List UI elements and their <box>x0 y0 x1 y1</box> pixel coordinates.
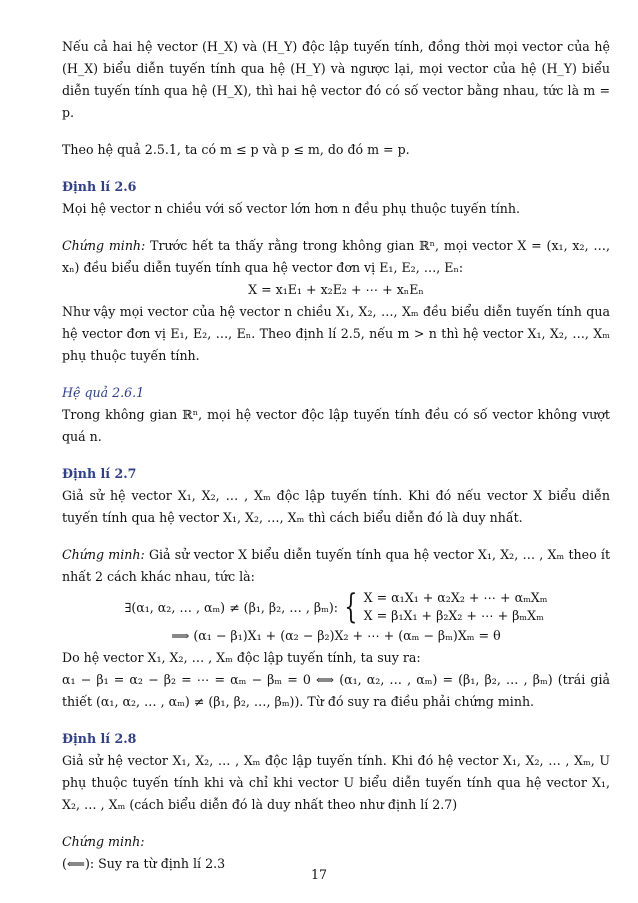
proof-2-7-text: Giả sử vector X biểu diễn tuyến tính qua hệ vector X₁, X₂, … , Xₘ theo ít nhất 2 cách khác nhau, tức là: <box>62 547 611 584</box>
corollary-2-6-1-statement: Trong không gian ℝⁿ, mọi hệ vector độc lập tuyến tính đều có số vector không vượt quá n. <box>62 407 610 444</box>
system-equation-alpha: X = α₁X₁ + α₂X₂ + ⋯ + αₘXₘ <box>363 590 548 605</box>
proof-2-8-line: (⟸): Suy ra từ định lí 2.3 <box>62 856 226 871</box>
theorem-2-6-title: Định lí 2.6 <box>62 179 137 194</box>
theorem-2-6-statement: Mọi hệ vector n chiều với số vector lớn hơn n đều phụ thuộc tuyến tính. <box>62 201 520 216</box>
equation-system <box>62 589 610 625</box>
proof-2-7-continuation: Do hệ vector X₁, X₂, … , Xₘ độc lập tuyến tính, ta suy ra: <box>62 650 421 665</box>
paragraph-intro: Nếu cả hai hệ vector (H_X) và (H_Y) độc lập tuyến tính, đồng thời mọi vector của hệ (H_X) biểu diễn tuyến tính qua hệ (H_Y) và ngược lại, mọi vector của hệ (H_Y) biểu diễn tuyến tính qua hệ (H_X), thì hai hệ vector đó có số vector bằng nhau, tức là m = p. <box>62 39 610 120</box>
exists-condition: ∃(α₁, α₂, … , αₘ) ≠ (β₁, β₂, … , βₘ): <box>124 599 339 615</box>
paragraph-corollary-reference: Theo hệ quả 2.5.1, ta có m ≤ p và p ≤ m, do đó m = p. <box>62 142 410 157</box>
theorem-2-7-statement: Giả sử hệ vector X₁, X₂, … , Xₘ độc lập tuyến tính. Khi đó nếu vector X biểu diễn tuyến tính qua hệ vector X₁, X₂, …, Xₘ thì cách biểu diễn đó là duy nhất. <box>62 488 610 525</box>
proof-2-7 <box>62 544 610 588</box>
theorem-2-8-title: Định lí 2.8 <box>62 731 137 746</box>
page-number: 17 <box>310 867 328 882</box>
system-equation-beta: X = β₁X₁ + β₂X₂ + ⋯ + βₘXₘ <box>363 608 544 623</box>
proof-2-6-continuation: Như vậy mọi vector của hệ vector n chiều X₁, X₂, …, Xₘ đều biểu diễn tuyến tính qua hệ vector đơn vị E₁, E₂, …, Eₙ. Theo định lí 2.5, nếu m > n thì hệ vector X₁, X₂, …, Xₘ phụ thuộc tuyến tính. <box>62 304 610 363</box>
equation-unit-basis: X = x₁E₁ + x₂E₂ + ⋯ + xₙEₙ <box>248 282 424 297</box>
proof-2-6 <box>62 235 610 279</box>
theorem-2-7-title: Định lí 2.7 <box>62 466 137 481</box>
equation-implication: ⟹ (α₁ − β₁)X₁ + (α₂ − β₂)X₂ + ⋯ + (αₘ − βₘ)Xₘ = θ <box>171 628 501 643</box>
theorem-2-8-statement: Giả sử hệ vector X₁, X₂, … , Xₘ độc lập tuyến tính. Khi đó hệ vector X₁, X₂, … , Xₘ, U phụ thuộc tuyến tính khi và chỉ khi vector U biểu diễn tuyến tính qua hệ vector X₁, X₂, … , Xₘ (cách biểu diễn đó là duy nhất theo như định lí 2.7) <box>62 753 610 812</box>
left-brace: { <box>344 587 358 627</box>
proof-2-8-label: Chứng minh: <box>62 834 145 849</box>
proof-label: Chứng minh: <box>62 238 146 253</box>
proof-label: Chứng minh: <box>62 547 145 562</box>
proof-2-7-conclusion: α₁ − β₁ = α₂ − β₂ = ⋯ = αₘ − βₘ = 0 ⟺ (α₁, α₂, … , αₘ) = (β₁, β₂, … , βₘ) (trái giả thiết (α₁, α₂, … , αₘ) ≠ (β₁, β₂, …, βₘ)). Từ đó suy ra điều phải chứng minh. <box>62 672 610 709</box>
document-page <box>62 36 610 875</box>
system-of-equations <box>364 589 548 625</box>
corollary-2-6-1-title: Hệ quả 2.6.1 <box>62 385 145 400</box>
proof-2-6-text: Trước hết ta thấy rằng trong không gian ℝⁿ, mọi vector X = (x₁, x₂, …, xₙ) đều biểu diễn tuyến tính qua hệ vector đơn vị E₁, E₂, …, Eₙ: <box>62 238 611 275</box>
